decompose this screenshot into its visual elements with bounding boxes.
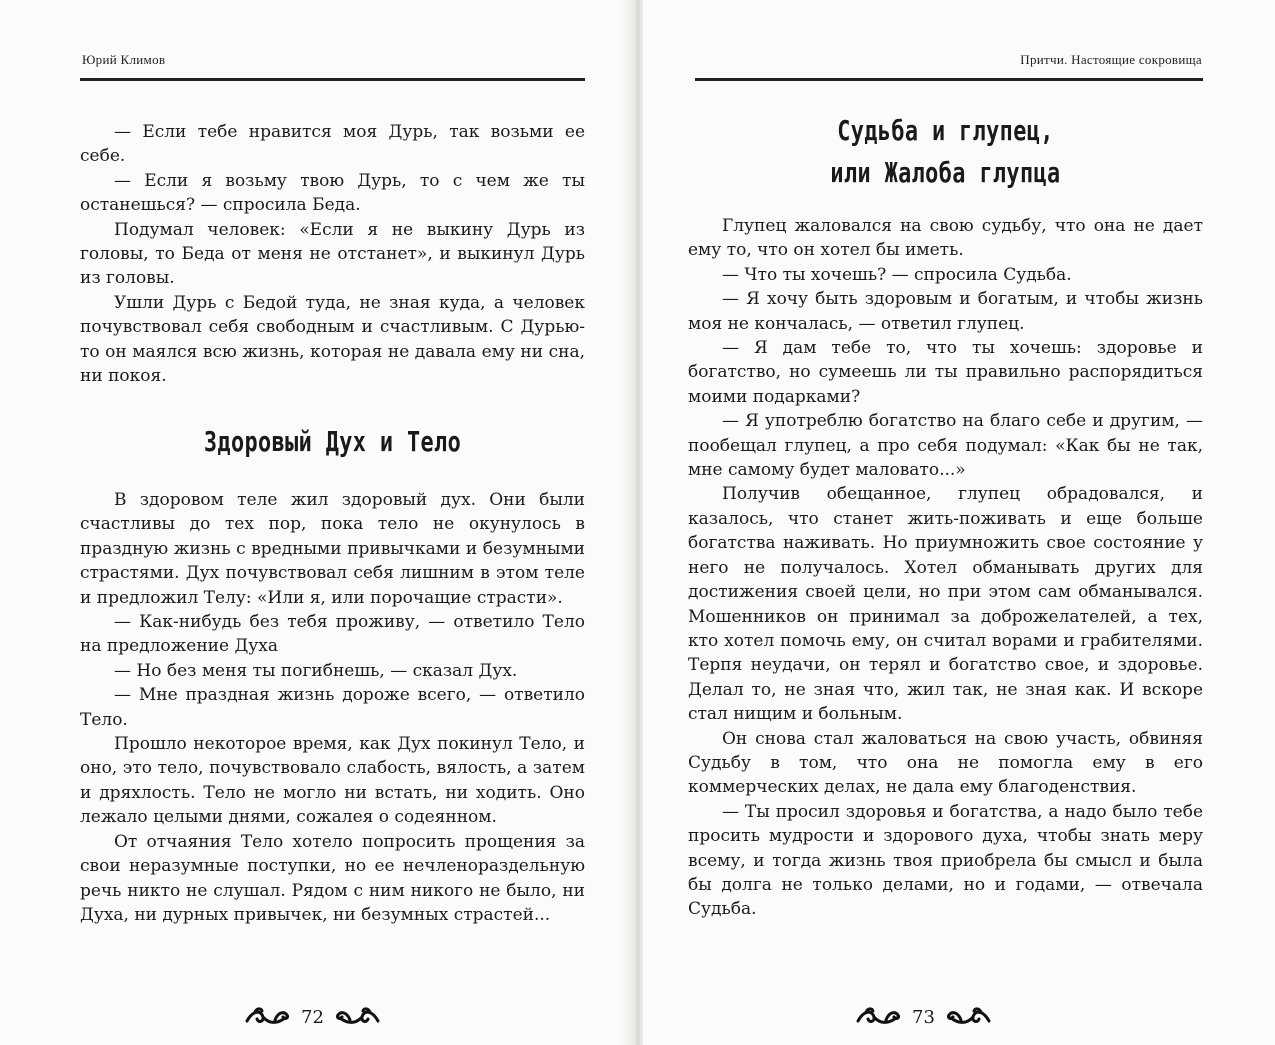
left-page <box>0 0 632 1045</box>
paragraph: Он снова стал жаловаться на свою участь, обвиняя Судьбу в том, что она не помогла ему в его коммерческих делах, не дала ему благоденствия. <box>688 728 1203 798</box>
right-page <box>643 0 1275 1045</box>
paragraph: — Я употреблю богатство на благо себе и другим, — пообещал глупец, а про себя подумал: «Как бы не так, мне самому будет маловато...» <box>688 411 1203 481</box>
page-number-footer <box>856 1006 991 1028</box>
story-title <box>741 110 1151 194</box>
paragraph: В здоровом теле жил здоровый дух. Они были счастливы до тех пор, пока тело не окунулось в праздную жизнь с вредными привычками и безумными страстями. Дух почувствовал себя лишним в этом теле и предложил Телу: «Или я, или порочащие страсти». <box>80 490 585 608</box>
paragraph: Прошло некоторое время, как Дух покинул Тело, и оно, это тело, почувствовало слабость, вялость, а затем и дряхлость. Тело не могло ни встать, ни ходить. Оно лежало целыми днями, сожалея о содеянном. <box>80 734 585 828</box>
paragraph: — Мне праздная жизнь дороже всего, — ответило Тело. <box>80 685 585 730</box>
scroll-flourish-icon <box>334 1006 380 1028</box>
paragraph: — Я дам тебе то, что ты хочешь: здоровье и богатство, но сумеешь ли ты правильно распорядиться моими подарками? <box>688 338 1203 407</box>
scroll-flourish-icon <box>945 1006 991 1028</box>
paragraph: — Что ты хочешь? — спросила Судьба. <box>722 264 1072 285</box>
running-head-author: Юрий Климов <box>82 52 166 67</box>
paragraph: — Как-нибудь без тебя проживу, — ответило Тело на предложение Духа <box>80 612 585 657</box>
paragraph: Ушли Дурь с Бедой туда, не зная куда, а человек почувствовал себя свободным и счастливым. С Дурью-то он маялся всю жизнь, которая не давала ему ни сна, ни покоя. <box>80 292 585 387</box>
story-title: Здоровый Дух и Тело <box>203 425 462 458</box>
paragraph: — Но без меня ты погибнешь, — сказал Дух. <box>114 660 518 681</box>
page-number: 73 <box>912 1006 935 1028</box>
previous-story-ending <box>80 120 585 388</box>
story-body <box>80 488 585 927</box>
paragraph: Получив обещанное, глупец обрадовался, и казалось, что станет жить-поживать и еще больше богатства наживать. Но приумножить свое состояние у него не получалось. Хотел обманывать других для достижения своей цели, но при этом сам обманывался. Мошенников он принимал за доброжелателей, а тех, кто хотел помочь ему, он считал ворами и грабителями. Терпя неудачи, он терял и богатство свое, и здоровье. Делал то, не зная что, жил так, не зная как. И вскоре стал нищим и больным. <box>688 484 1203 725</box>
header-rule <box>695 78 1203 81</box>
page-number-footer <box>245 1006 380 1028</box>
header-rule <box>80 78 585 81</box>
paragraph: — Я хочу быть здоровым и богатым, и чтобы жизнь моя не кончалась, — ответил глупец. <box>688 289 1203 334</box>
scroll-flourish-icon <box>245 1006 291 1028</box>
story-title-line: Судьба и глупец, <box>837 114 1054 147</box>
story-title-line: или Жалоба глупца <box>830 156 1061 189</box>
paragraph: — Ты просил здоровья и богатства, а надо было тебе просить мудрости и здорового духа, чтобы знать меру всему, и тогда жизнь твоя приобрела бы смысл и была бы долга не только делами, но и годами, — отвечала Судьба. <box>688 801 1203 920</box>
paragraph: Подумал человек: «Если я не выкину Дурь из головы, то Беда от меня не отстанет», и выкинул Дурь из головы. <box>80 219 585 289</box>
paragraph: От отчаяния Тело хотело попросить прощения за свои неразумные поступки, но ее нечленораздельную речь никто не слушал. Рядом с ним никого не было, ни Духа, ни дурных привычек, ни безумных страстей... <box>80 831 585 925</box>
running-head-section: Притчи. Настоящие сокровища <box>1020 52 1202 67</box>
story-body <box>688 214 1203 922</box>
page-number: 72 <box>301 1006 324 1028</box>
scroll-flourish-icon <box>856 1006 902 1028</box>
paragraph: — Если тебе нравится моя Дурь, так возьми ее себе. <box>80 122 585 167</box>
paragraph: Глупец жаловался на свою судьбу, что она не дает ему то, что он хотел бы иметь. <box>688 216 1203 261</box>
paragraph: — Если я возьму твою Дурь, то с чем же ты останешься? — спросила Беда. <box>80 170 585 216</box>
